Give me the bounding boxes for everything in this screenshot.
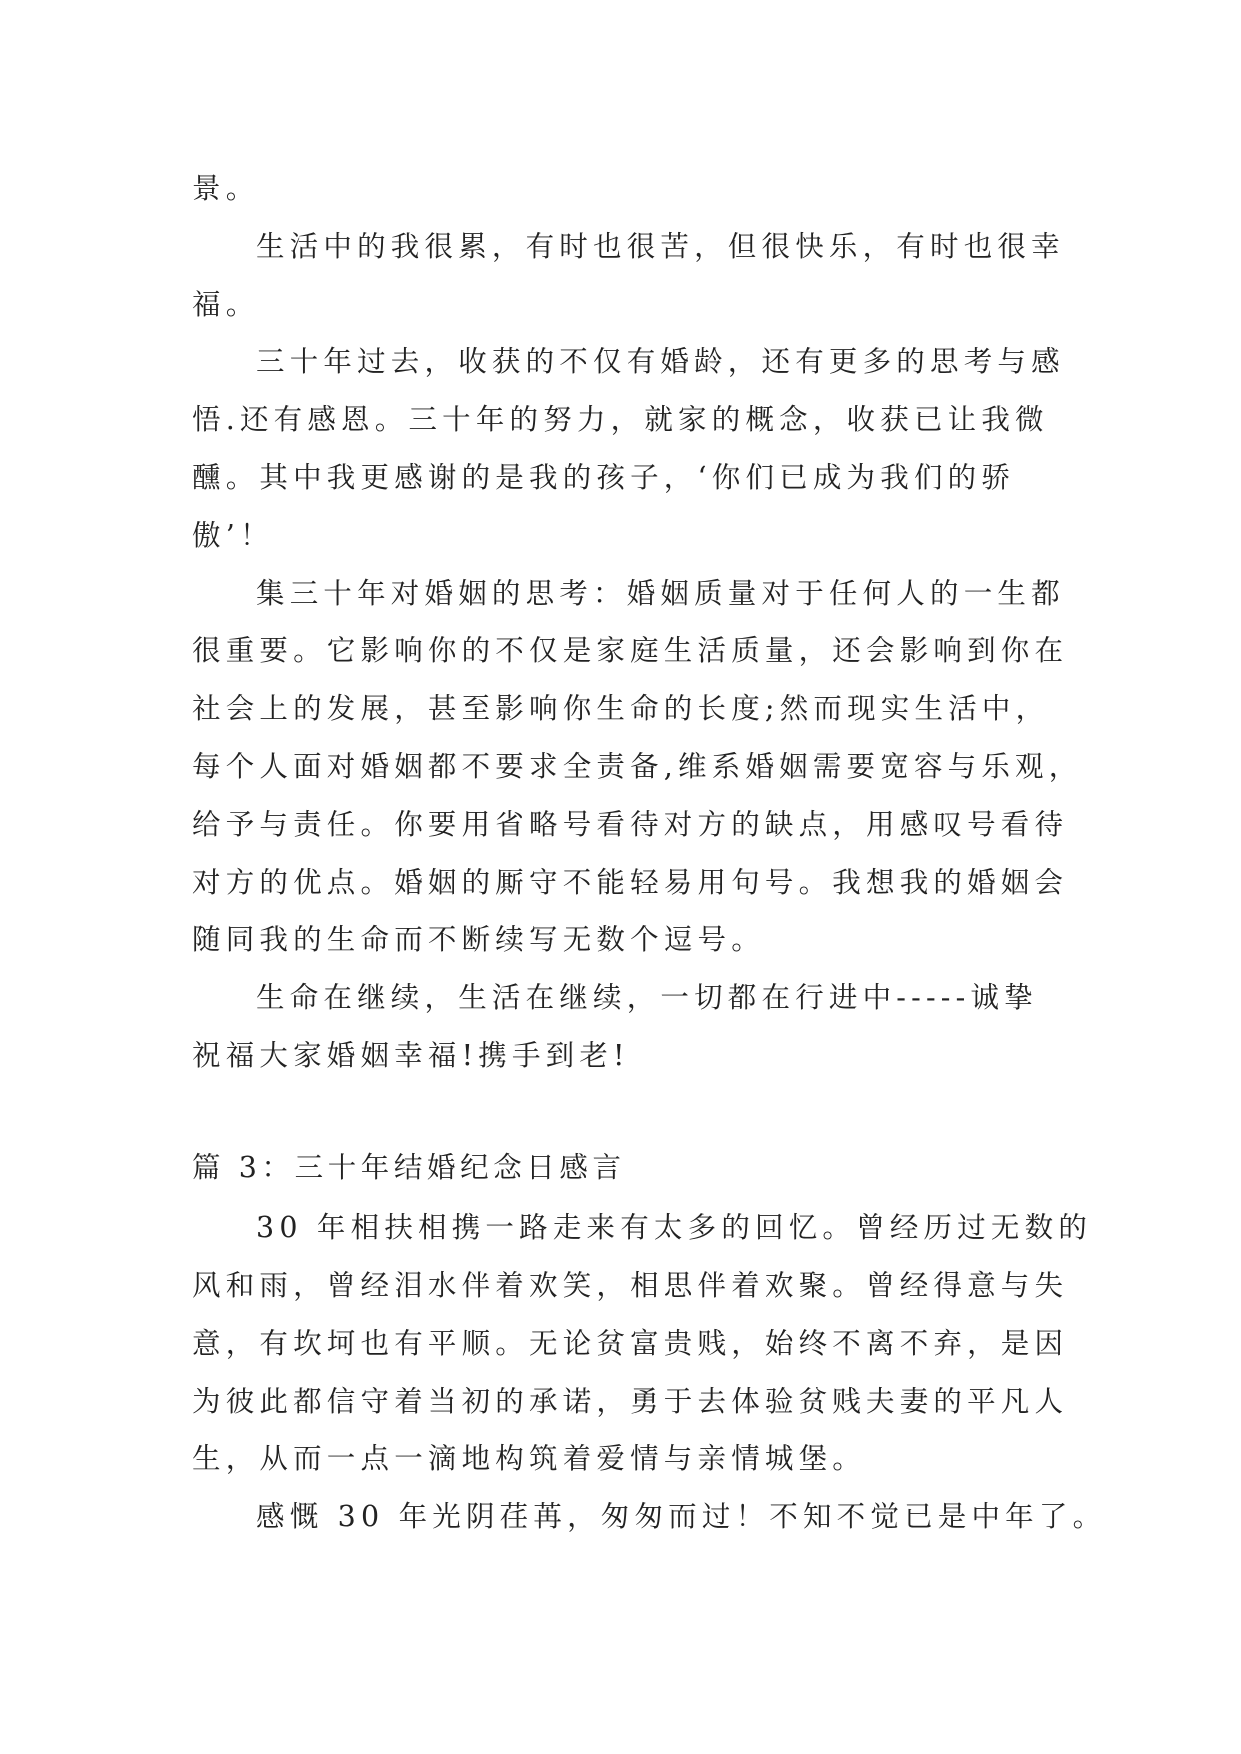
text-line: 醺。其中我更感谢的是我的孩子，‘你们已成为我们的骄 bbox=[192, 461, 1016, 494]
text-line: 每个人面对婚姻都不要求全责备,维系婚姻需要宽容与乐观， bbox=[192, 750, 1083, 783]
text-line: 祝福大家婚姻幸福!携手到老! bbox=[192, 1039, 630, 1072]
section-heading: 篇 3：三十年结婚纪念日感言 bbox=[192, 1151, 626, 1184]
text-line: 悟.还有感恩。三十年的努力，就家的概念，收获已让我微 bbox=[192, 403, 1049, 436]
text-line: 30 年相扶相携一路走来有太多的回忆。曾经历过无数的 bbox=[256, 1211, 1093, 1244]
text-line: 为彼此都信守着当初的承诺，勇于去体验贫贱夫妻的平凡人 bbox=[192, 1385, 1069, 1418]
text-line: 风和雨，曾经泪水伴着欢笑，相思伴着欢聚。曾经得意与失 bbox=[192, 1269, 1069, 1302]
text-line: 福。 bbox=[192, 288, 260, 321]
text-line: 傲’！ bbox=[192, 519, 274, 552]
text-line: 对方的优点。婚姻的厮守不能轻易用句号。我想我的婚姻会 bbox=[192, 866, 1069, 899]
text-line: 景。 bbox=[192, 172, 260, 205]
text-line: 随同我的生命而不断续写无数个逗号。 bbox=[192, 923, 765, 956]
text-line: 给予与责任。你要用省略号看待对方的缺点，用感叹号看待 bbox=[192, 808, 1069, 841]
text-line: 生命在继续，生活在继续，一切都在行进中-----诚挚 bbox=[256, 981, 1038, 1014]
text-line: 感慨 30 年光阴荏苒，匆匆而过！不知不觉已是中年了。 bbox=[256, 1500, 1107, 1533]
text-line: 三十年过去，收获的不仅有婚龄，还有更多的思考与感 bbox=[256, 345, 1065, 378]
text-line: 很重要。它影响你的不仅是家庭生活质量，还会影响到你在 bbox=[192, 634, 1069, 667]
text-line: 意，有坎坷也有平顺。无论贫富贵贱，始终不离不弃，是因 bbox=[192, 1327, 1069, 1360]
text-line: 社会上的发展，甚至影响你生命的长度;然而现实生活中， bbox=[192, 692, 1050, 725]
text-line: 生活中的我很累，有时也很苦，但很快乐，有时也很幸 bbox=[256, 230, 1065, 263]
text-line: 生，从而一点一滴地构筑着爱情与亲情城堡。 bbox=[192, 1442, 867, 1475]
text-line: 集三十年对婚姻的思考：婚姻质量对于任何人的一生都 bbox=[256, 577, 1065, 610]
